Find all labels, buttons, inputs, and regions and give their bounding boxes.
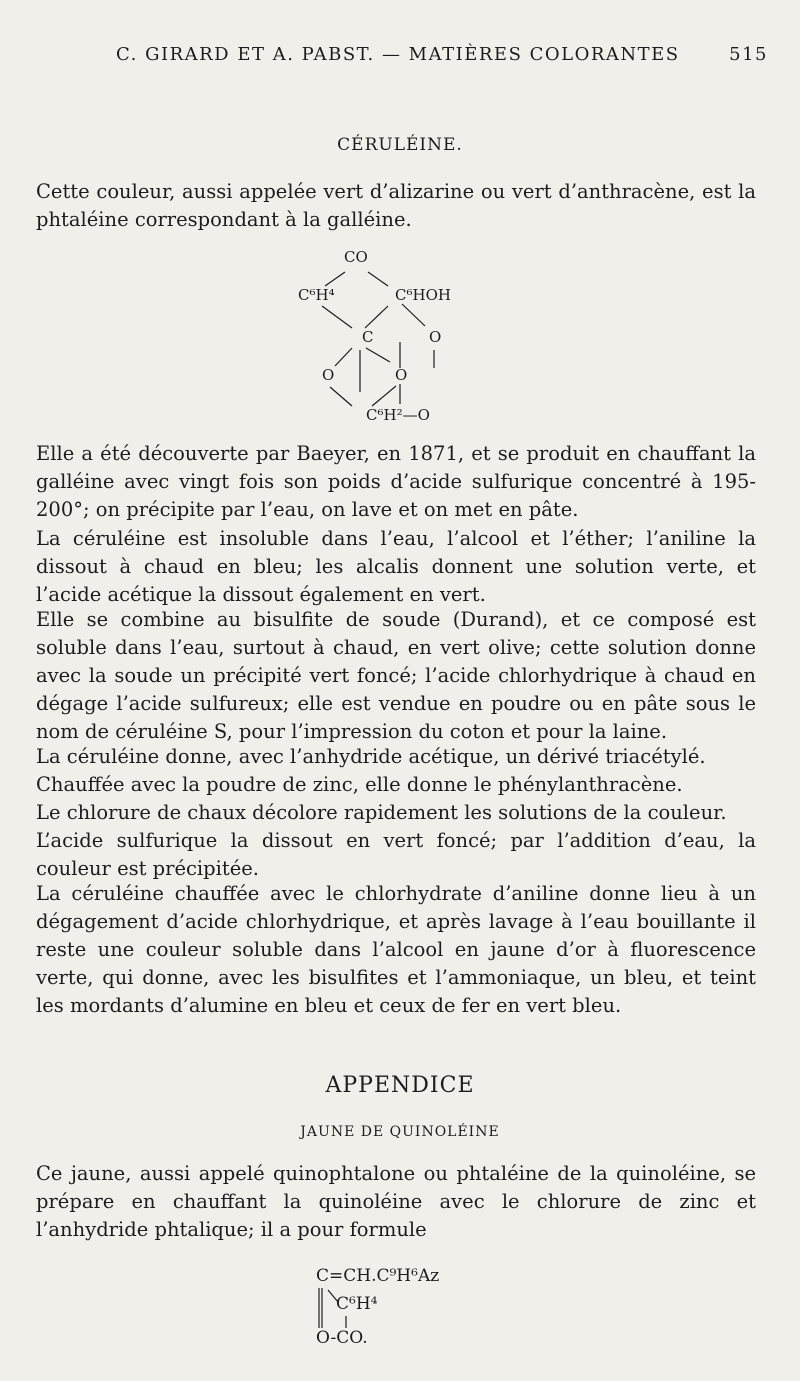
paragraph-acide: L’acide sulfurique la dissout en vert foncé; par l’addition d’eau, la couleur est précipitée. — [36, 829, 756, 880]
bond-line — [402, 304, 425, 326]
formula-c6h2o: C⁶H²—O — [366, 406, 430, 424]
paragraph-quinoline: Ce jaune, aussi appelé quinophtalone ou phtaléine de la quinoléine, se prépare en chauffant la quinoléine avec le chlorure de zinc et l’anhydride phtalique; il a pour formule — [36, 1162, 756, 1241]
bond-line — [365, 306, 388, 328]
bond-line — [335, 348, 352, 366]
intro-paragraph: Cette couleur, aussi appelée vert d’alizarine ou vert d’anthracène, est la phtaléine correspondant à la galléine. — [36, 180, 756, 231]
running-title: C. GIRARD ET A. PABST. — MATIÈRES COLORANTES — [116, 44, 680, 65]
quinoline-formula-line3: O-CO. — [316, 1328, 368, 1348]
paragraph-discovery: Elle a été découverte par Baeyer, en 1871, et se produit en chauffant la galléine avec vingt fois son poids d’acide sulfurique concentré à 195-200°; on précipite par l’eau, on lave et on met en pâte. — [36, 442, 756, 521]
running-header — [108, 44, 768, 70]
formula-c6h4: C⁶H⁴ — [298, 286, 335, 304]
page-number: 515 — [729, 44, 768, 65]
bond-line — [372, 386, 396, 406]
bond-line — [322, 306, 352, 328]
formula-c6hoh: C⁶HOH — [395, 286, 451, 304]
ceruleine-structural-formula — [280, 244, 480, 434]
formula-o-left: O — [322, 366, 335, 384]
quinoline-formula-line2: C⁶H⁴ — [336, 1294, 378, 1314]
formula-co: CO — [344, 248, 368, 266]
paragraph-bisulfite: Elle se combine au bisulfite de soude (Durand), et ce composé est soluble dans l’eau, surtout à chaud, en vert olive; cette solution donne avec la soude un précipité vert foncé; l’acide chlorhydrique à chaud en dégage l’acide sulfureux; elle est vendue en poudre ou en pâte sous le nom de céruléine S, pour l’impression du coton et pour la laine. — [36, 608, 756, 743]
formula-o-right: O — [429, 328, 442, 346]
formula-c: C — [362, 328, 374, 346]
paragraph-chlorure: Le chlorure de chaux décolore rapidement les solutions de la couleur. — [36, 801, 727, 824]
paragraph-zinc: Chauffée avec la poudre de zinc, elle donne le phénylanthracène. — [36, 773, 683, 796]
bond-line — [368, 272, 388, 286]
paragraph-solubility: La céruléine est insoluble dans l’eau, l’alcool et l’éther; l’aniline la dissout à chaud en bleu; les alcalis donnent une solution verte, et l’acide acétique la dissout également en vert. — [36, 527, 756, 606]
quinoline-formula — [316, 1266, 476, 1366]
section-title-ceruleine: CÉRULÉINE. — [337, 135, 463, 155]
quinoline-formula-line1: C=CH.C⁹H⁶Az — [316, 1266, 440, 1286]
bond-line — [366, 348, 390, 362]
bond-line — [325, 272, 345, 286]
bond-line — [330, 387, 352, 406]
appendix-heading: APPENDICE — [325, 1073, 475, 1098]
appendix-subheading: JAUNE DE QUINOLÉINE — [300, 1124, 500, 1140]
paragraph-acetylation: La céruléine donne, avec l’anhydride acétique, un dérivé triacétylé. — [36, 745, 706, 768]
paragraph-aniline: La céruléine chauffée avec le chlorhydrate d’aniline donne lieu à un dégagement d’acide chlorhydrique, et après lavage à l’eau bouillante il reste une couleur soluble dans l’alcool en jaune d’or à fluorescence verte, qui donne, avec les bisulfites et l’ammoniaque, un bleu, et teint les mordants d’alumine en bleu et ceux de fer en vert bleu. — [36, 882, 756, 1017]
formula-o-mid: O — [395, 366, 408, 384]
